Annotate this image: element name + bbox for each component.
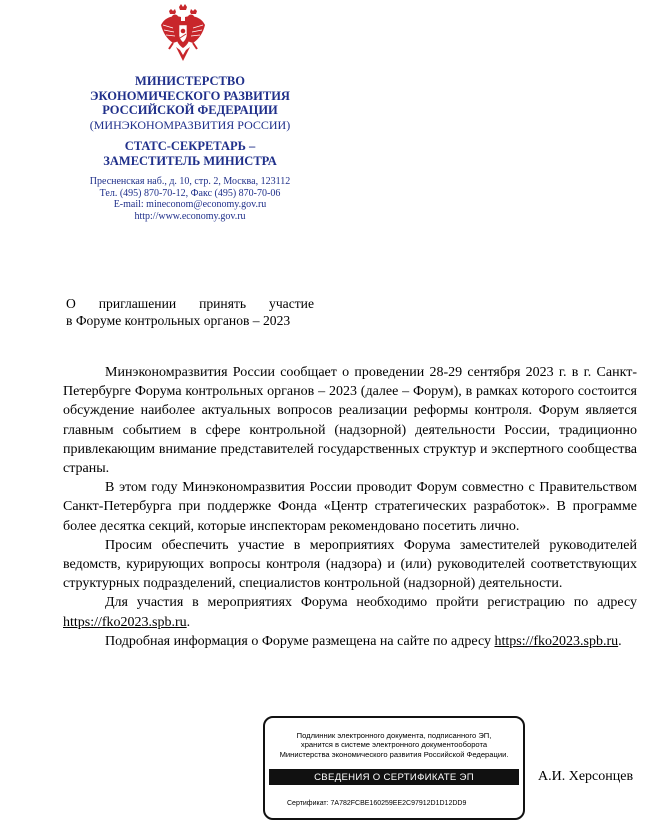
paragraph-4: [63, 593, 637, 631]
paragraph-5-end: .: [618, 633, 622, 649]
contact-details: [72, 176, 308, 222]
subject-line-1: О приглашении принять участие: [66, 296, 314, 311]
certificate-number: Сертификат: 7A782FCBE160259EE2C97912D1D12DD9: [287, 800, 467, 808]
paragraph-4-text: Для участия в мероприятиях Форума необходимо пройти регистрацию по адресу: [105, 595, 637, 611]
stamp-line-1: Подлинник электронного документа, подписанного ЭП,: [296, 731, 492, 740]
certificate-title: СВЕДЕНИЯ О СЕРТИФИКАТЕ ЭП: [269, 769, 519, 785]
letter-body: [63, 363, 637, 651]
position-line-1: СТАТС-СЕКРЕТАРЬ –: [124, 139, 256, 153]
paragraph-2: В этом году Минэкономразвития России проводит Форум совместно с Правительством Санкт-Петербурга при поддержке Фонда «Центр стратегических разработок». В программе более десятка секций, которые инспекторам рекомендовано посетить лично.: [63, 480, 637, 534]
signer-position: [72, 139, 308, 168]
stamp-line-3: Министерства экономического развития Российской Федерации.: [279, 749, 509, 759]
ministry-short-name: (МИНЭКОНОМРАЗВИТИЯ РОССИИ): [89, 117, 291, 132]
email: E-mail: mineconom@economy.gov.ru: [113, 199, 267, 210]
paragraph-3: Просим обеспечить участие в мероприятиях Форума заместителей руководителей ведомств, курирующих вопросы контроля (надзора) и (или) руководителей соответствующих структурных подразделений, специалистов контрольной (надзорной) деятельности.: [63, 537, 637, 592]
website: http://www.economy.gov.ru: [134, 210, 246, 222]
ministry-name: [72, 74, 308, 132]
paragraph-1: Минэкономразвития России сообщает о проведении 28-29 сентября 2023 г. в г. Санкт-Петербурге Форума контрольных органов – 2023 (далее – Форум), в рамках которого состоится обсуждение наиболее актуальных вопросов реализации реформы контроля. Форум является главным событием в сфере контрольной (надзорной) деятельности России, традиционно привлекающим внимание представителей государственных структур и экспертного сообщества страны.: [63, 365, 637, 477]
electronic-signature-stamp: [263, 716, 525, 820]
stamp-line-2: хранится в системе электронного документооборота: [300, 740, 488, 750]
stamp-notice: [273, 731, 515, 759]
subject-line-2: в Форуме контрольных органов – 2023: [66, 313, 291, 328]
letter-subject: [66, 295, 314, 329]
paragraph-4-end: .: [186, 614, 191, 630]
phone-fax: Тел. (495) 870-70-12, Факс (495) 870-70-06: [99, 187, 281, 199]
paragraph-5-text: Подробная информация о Форуме размещена на сайте по адресу: [105, 633, 491, 649]
coat-of-arms-icon: [159, 3, 207, 63]
forum-info-link[interactable]: https://fko2023.spb.ru: [494, 633, 619, 649]
signer-name: А.И. Херсонцев: [538, 769, 634, 784]
ministry-line-1: МИНИСТЕРСТВО: [135, 74, 245, 88]
position-line-2: ЗАМЕСТИТЕЛЬ МИНИСТРА: [103, 153, 277, 168]
registration-link[interactable]: https://fko2023.spb.ru: [63, 614, 187, 630]
ministry-line-2: ЭКОНОМИЧЕСКОГО РАЗВИТИЯ: [90, 88, 290, 103]
address: Пресненская наб., д. 10, стр. 2, Москва, 123112: [89, 176, 291, 187]
ministry-line-3: РОССИЙСКОЙ ФЕДЕРАЦИИ: [102, 103, 278, 117]
paragraph-5: [63, 632, 637, 651]
